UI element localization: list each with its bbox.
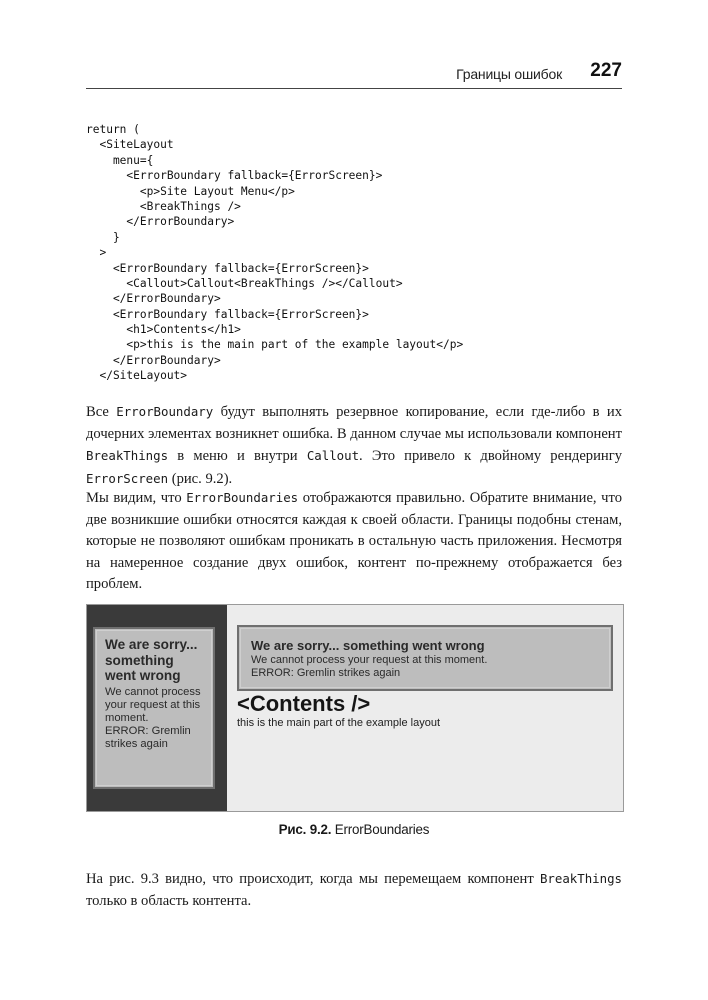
paragraph-text: На рис. 9.3 видно, что происходит, когда мы перемещаем компонент: [86, 871, 540, 887]
code-line: <BreakThings />: [86, 199, 241, 213]
code-line: <ErrorBoundary fallback={ErrorScreen}>: [86, 261, 369, 275]
code-line: <ErrorBoundary fallback={ErrorScreen}>: [86, 307, 369, 321]
code-line: return (: [86, 123, 140, 136]
error-title: We are sorry... something went wrong: [251, 638, 485, 653]
error-title: We are sorry... something went wrong: [105, 637, 198, 683]
code-line: }: [86, 230, 120, 244]
inline-code: BreakThings: [86, 448, 169, 463]
error-detail: ERROR: Gremlin strikes again: [105, 725, 191, 751]
paragraph-text: только в область контента.: [86, 892, 252, 909]
error-message: We cannot process your request at this moment.: [251, 654, 488, 666]
inline-code: ErrorScreen: [86, 470, 169, 486]
code-line: </ErrorBoundary>: [86, 215, 235, 229]
paragraph-text: отображаются правильно. Обратите внимание, что две возникшие ошибки относятся каждая к своей области. Границы подобны стенам, которые не позволяют ошибкам проникать в остальную часть приложения. Несмотря на намеренное создание двух ошибок, контент по-прежнему отображается без проблем.: [86, 490, 622, 592]
sidebar-error-screen: [93, 627, 215, 789]
contents-heading: <Contents />: [237, 691, 371, 716]
inline-code: BreakThings: [539, 871, 622, 886]
figure-caption: [86, 822, 622, 837]
page-number: 227: [590, 60, 622, 81]
code-line: >: [86, 246, 107, 260]
paragraph-boundaries-walls: [86, 487, 622, 596]
code-line: </SiteLayout>: [86, 369, 188, 383]
paragraph-text: (рис. 9.2).: [168, 470, 233, 487]
code-line: <h1>Contents</h1>: [86, 323, 241, 337]
figure-screenshot: [86, 604, 624, 812]
code-listing: [86, 122, 626, 384]
caption-title: ErrorBoundaries: [334, 822, 430, 837]
code-line: <p>Site Layout Menu</p>: [86, 184, 295, 198]
code-line: <ErrorBoundary fallback={ErrorScreen}>: [86, 169, 383, 183]
paragraph-next-figure: [86, 868, 622, 912]
figure-sidebar: [87, 605, 227, 811]
paragraph-text: будут выполнять резервное копирование, если где-либо в их дочерних элементах возникнет ошибка. В данном случае мы использовали компонент: [86, 404, 623, 442]
callout-error-screen: [237, 625, 613, 691]
code-line: </ErrorBoundary>: [86, 292, 221, 306]
code-line: menu={: [86, 153, 154, 167]
contents-text: this is the main part of the example layout: [237, 717, 440, 729]
running-title: Границы ошибок: [456, 66, 562, 82]
inline-code: ErrorBoundaries: [186, 490, 299, 505]
inline-code: ErrorBoundary: [116, 404, 214, 419]
code-line: <SiteLayout: [86, 138, 174, 152]
paragraph-text: Мы видим, что: [86, 490, 187, 506]
figure-main-area: [227, 605, 623, 811]
code-line: </ErrorBoundary>: [86, 353, 221, 367]
paragraph-text: . Это привело к двойному рендерингу: [359, 448, 622, 464]
running-header: [86, 60, 622, 89]
error-message: We cannot process your request at this moment.: [105, 685, 201, 724]
error-detail: ERROR: Gremlin strikes again: [251, 666, 401, 679]
inline-code: Callout: [306, 448, 360, 463]
paragraph-text: в меню и внутри: [168, 448, 307, 464]
paragraph-text: Все: [86, 404, 117, 420]
code-line: <p>this is the main part of the example layout</p>: [86, 338, 464, 352]
code-line: <Callout>Callout<BreakThings /></Callout>: [86, 276, 403, 290]
paragraph-error-boundary: [86, 401, 622, 490]
caption-number: Рис. 9.2.: [278, 822, 332, 837]
